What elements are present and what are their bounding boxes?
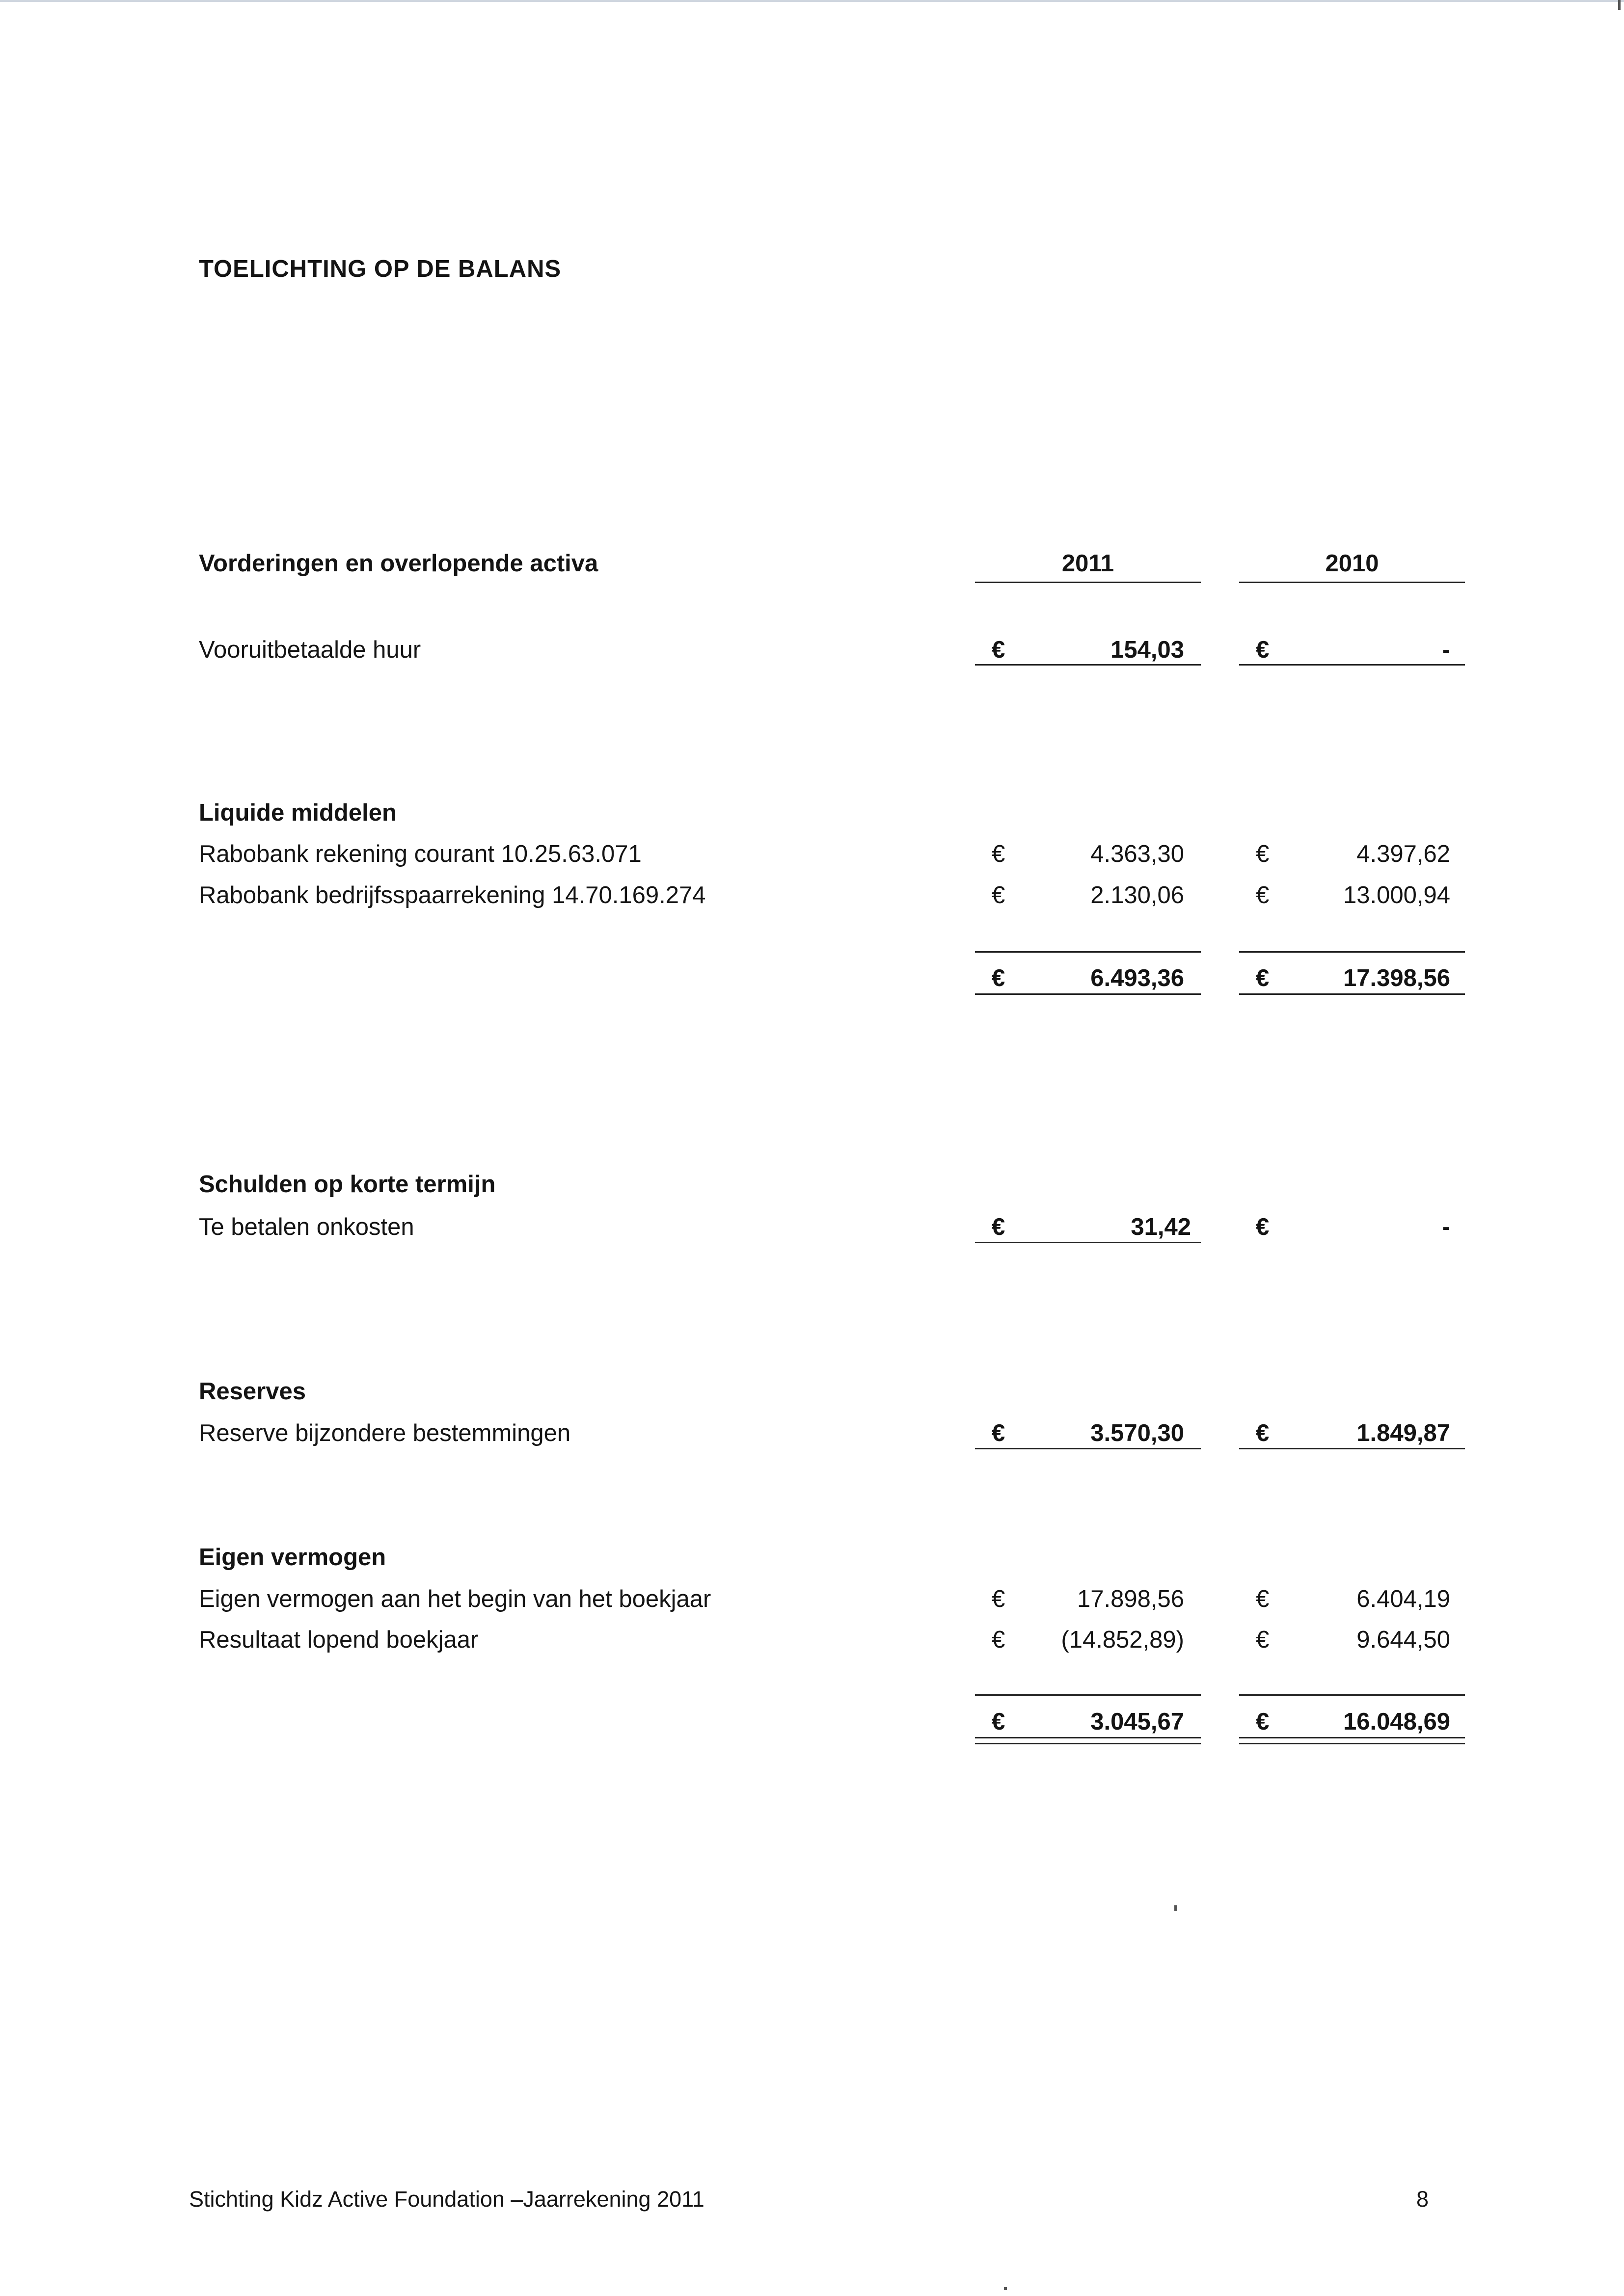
amount-underline	[1239, 1448, 1465, 1449]
amount-2010: 6.404,19	[1356, 1586, 1450, 1612]
total-underline	[975, 993, 1201, 995]
currency-symbol: €	[1256, 965, 1270, 991]
currency-symbol: €	[992, 637, 1005, 663]
row-label: Te betalen onkosten	[199, 1214, 414, 1240]
scan-speck	[1174, 1905, 1177, 1911]
amount-2010: 4.397,62	[1356, 841, 1450, 867]
column-header-2011: 2011	[1061, 550, 1114, 577]
row-label: Rabobank rekening courant 10.25.63.071	[199, 841, 642, 867]
total-double-underline	[975, 1743, 1201, 1744]
subtotal-line	[1239, 951, 1465, 953]
currency-symbol: €	[1256, 882, 1270, 908]
amount-2011: (14.852,89)	[1061, 1627, 1184, 1653]
amount-2010: 13.000,94	[1343, 882, 1450, 908]
page-title: TOELICHTING OP DE BALANS	[199, 256, 562, 282]
total-underline	[1239, 993, 1465, 995]
row-label: Vooruitbetaalde huur	[199, 637, 421, 663]
amount-2010: 1.849,87	[1356, 1420, 1450, 1446]
amount-2011: 31,42	[1131, 1214, 1191, 1240]
amount-underline	[975, 1242, 1201, 1243]
section-heading-schulden: Schulden op korte termijn	[199, 1171, 496, 1198]
amount-2011: 17.898,56	[1077, 1586, 1184, 1612]
section-heading-liquide: Liquide middelen	[199, 800, 397, 826]
currency-symbol: €	[992, 1420, 1005, 1446]
currency-symbol: €	[1256, 1420, 1270, 1446]
column-header-2010: 2010	[1325, 550, 1379, 577]
column-header-underline	[975, 582, 1201, 583]
currency-symbol: €	[992, 965, 1005, 991]
amount-underline	[975, 1448, 1201, 1449]
subtotal-line	[975, 951, 1201, 953]
total-double-underline	[975, 1737, 1201, 1738]
footer-page-number: 8	[1416, 2187, 1429, 2212]
row-label: Rabobank bedrijfsspaarrekening 14.70.169.274	[199, 882, 706, 908]
amount-2010: 9.644,50	[1356, 1627, 1450, 1653]
amount-2011: 4.363,30	[1090, 841, 1184, 867]
currency-symbol: €	[992, 882, 1005, 908]
currency-symbol: €	[1256, 841, 1270, 867]
amount-2011: 2.130,06	[1090, 882, 1184, 908]
row-label: Eigen vermogen aan het begin van het boekjaar	[199, 1586, 711, 1612]
currency-symbol: €	[992, 1586, 1005, 1612]
currency-symbol: €	[992, 841, 1005, 867]
subtotal-line	[975, 1694, 1201, 1696]
currency-symbol: €	[992, 1214, 1005, 1240]
amount-underline	[975, 664, 1201, 666]
total-2011: 3.045,67	[1090, 1709, 1184, 1735]
currency-symbol: €	[1256, 1627, 1270, 1653]
currency-symbol: €	[1256, 1214, 1270, 1240]
total-2010: 16.048,69	[1343, 1709, 1450, 1735]
scan-speck	[1004, 2287, 1007, 2290]
total-2011: 6.493,36	[1090, 965, 1184, 991]
amount-2011: 154,03	[1110, 637, 1184, 663]
currency-symbol: €	[992, 1709, 1005, 1735]
total-2010: 17.398,56	[1343, 965, 1450, 991]
currency-symbol: €	[992, 1627, 1005, 1653]
section-heading-eigen-vermogen: Eigen vermogen	[199, 1544, 386, 1571]
currency-symbol: €	[1256, 637, 1270, 663]
scan-edge	[0, 0, 1624, 2]
amount-2010: -	[1442, 1214, 1450, 1240]
scan-mark	[1618, 0, 1621, 10]
currency-symbol: €	[1256, 1586, 1270, 1612]
section-heading-reserves: Reserves	[199, 1378, 306, 1405]
section-heading-vorderingen: Vorderingen en overlopende activa	[199, 550, 598, 577]
total-double-underline	[1239, 1737, 1465, 1738]
column-header-underline	[1239, 582, 1465, 583]
currency-symbol: €	[1256, 1709, 1270, 1735]
footer-document-title: Stichting Kidz Active Foundation –Jaarrekening 2011	[189, 2187, 704, 2212]
amount-2011: 3.570,30	[1090, 1420, 1184, 1446]
row-label: Resultaat lopend boekjaar	[199, 1627, 479, 1653]
subtotal-line	[1239, 1694, 1465, 1696]
row-label: Reserve bijzondere bestemmingen	[199, 1420, 571, 1446]
total-double-underline	[1239, 1743, 1465, 1744]
amount-2010: -	[1442, 637, 1450, 663]
amount-underline	[1239, 664, 1465, 666]
